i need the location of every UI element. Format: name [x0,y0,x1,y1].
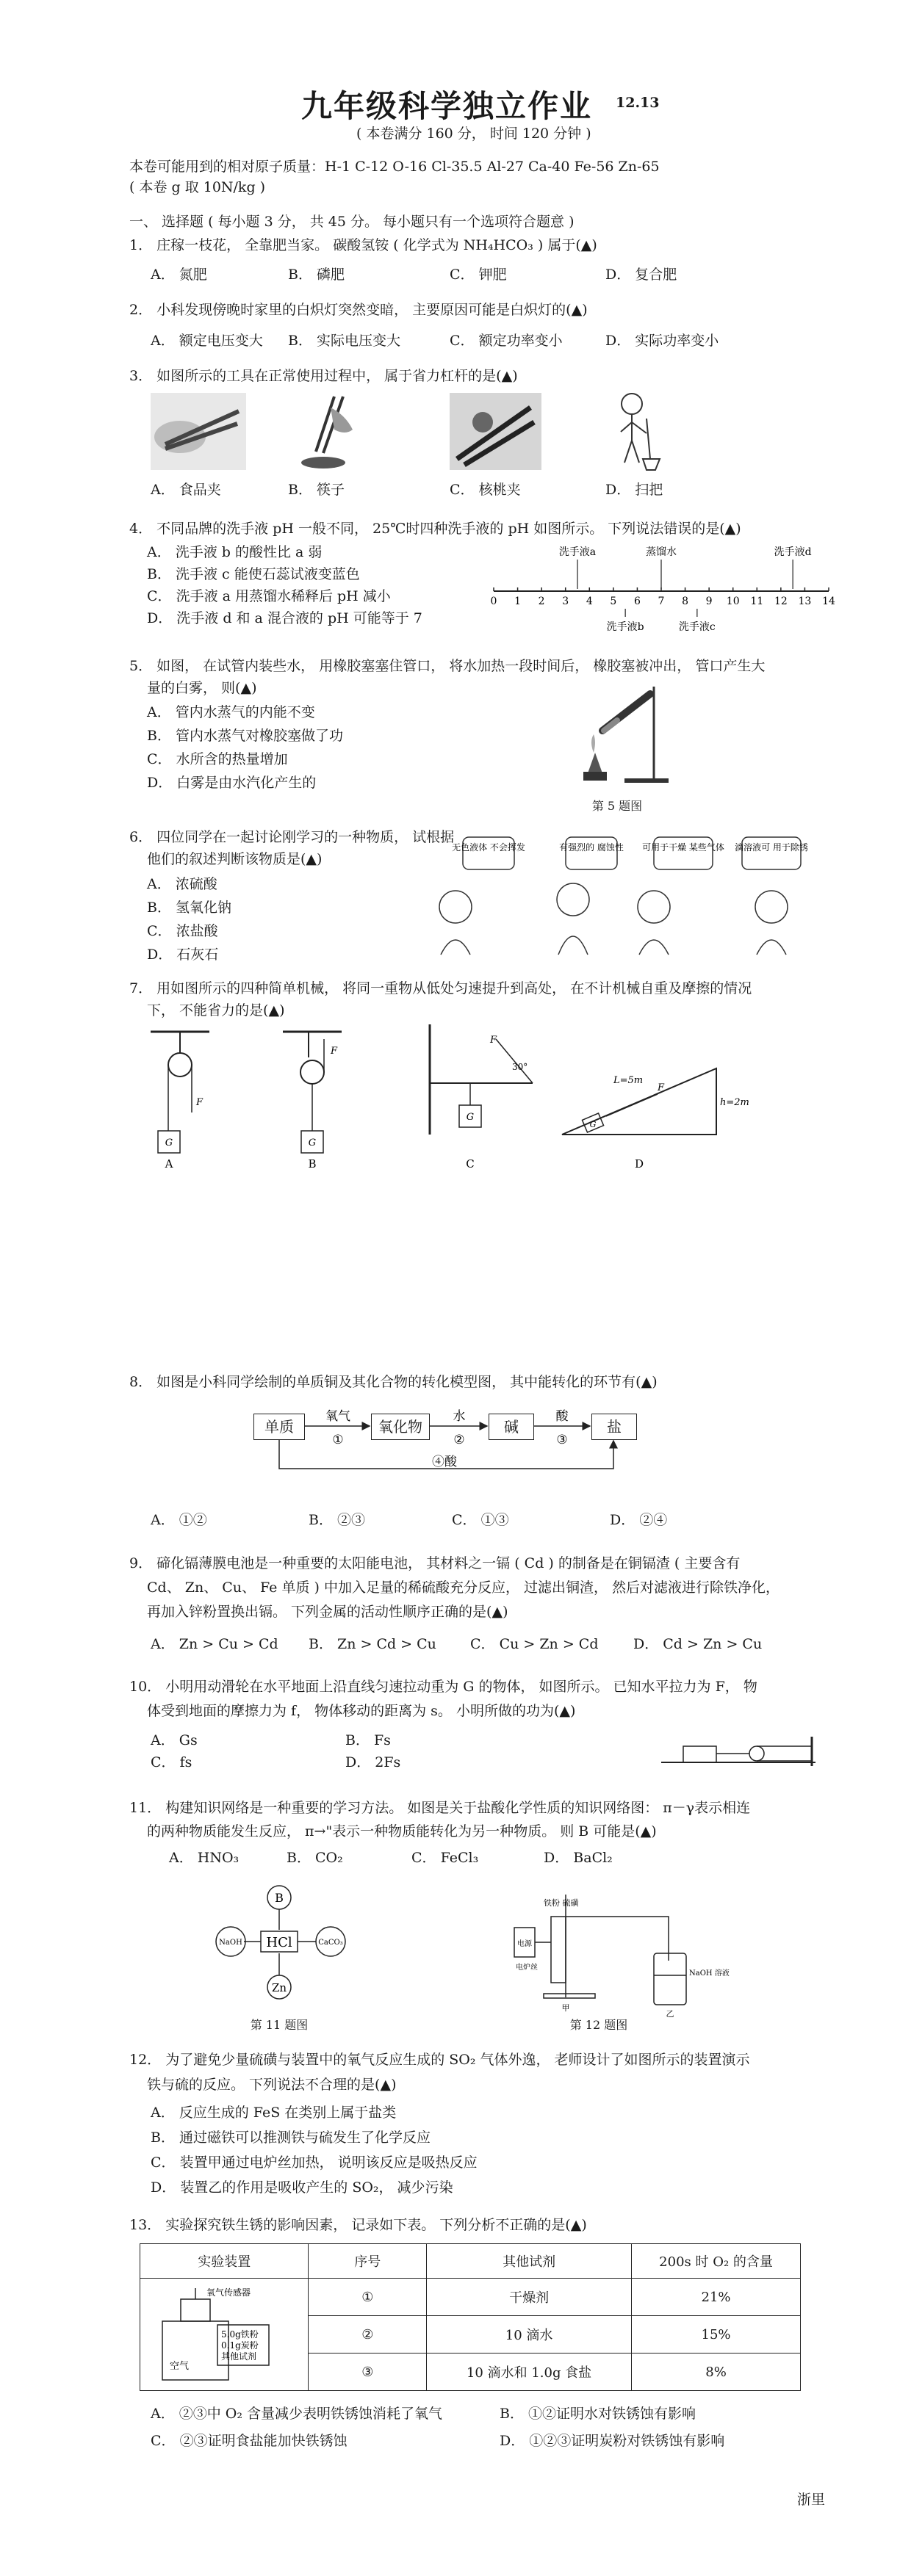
q9-option-a: A． Zn > Cu > Cd [151,1636,278,1652]
q6-option-d: D． 石灰石 [147,947,219,963]
q4-option-a: A． 洗手液 b 的酸性比 a 弱 [147,544,323,560]
svg-text:F: F [658,1082,665,1093]
q1-option-b: B． 磷肥 [288,267,345,283]
table-row [140,2279,801,2316]
q12-option-d: D． 装置乙的作用是吸收产生的 SO₂， 减少污染 [151,2179,453,2196]
q13-table [140,2243,801,2391]
q12-option-a: A． 反应生成的 FeS 在类别上属于盐类 [151,2105,397,2121]
q5-option-a: A． 管内水蒸气的内能不变 [147,704,315,720]
bubble-3: 可用于干燥 某些气体 [642,842,724,853]
arrow4-label: ④酸 [432,1455,457,1469]
arrow1-num: ① [332,1433,344,1447]
ph-label-d: 洗手液d [774,546,812,558]
q6-option-a: A． 浓硫酸 [147,876,217,892]
ph-tick-label: 12 [774,596,788,607]
q12-caption: 第 12 题图 [569,2018,628,2032]
q13-option-c: C． ②③证明食盐能加快铁锈蚀 [151,2433,348,2449]
q6-stem-continued: 他们的叙述判断该物质是(▲) [147,851,323,867]
q7-stem: 7． 用如图所示的四种简单机械， 将同一重物从低处匀速提升到高处， 在不计机械自重及摩擦的情况 [129,980,752,996]
q13-option-d: D． ①②③证明炭粉对铁锈蚀有影响 [500,2433,725,2449]
q11-option-b: B． CO₂ [287,1850,343,1866]
q8-option-b: B． ②③ [309,1512,366,1528]
label-naoh: NaOH 溶液 [689,1969,730,1978]
ph-tick-label: 11 [750,596,764,607]
node-oxide: 氧化物 [371,1414,430,1440]
row3-no: ③ [309,2354,427,2391]
header-device: 实验装置 [140,2244,309,2279]
svg-text:空气: 空气 [170,2361,190,2372]
q8-option-d: D． ②④ [610,1512,668,1528]
node-salt: 盐 [591,1414,637,1440]
arrow1-label: 氧气 [325,1409,350,1424]
footer-mark: 浙里 [797,2492,826,2508]
nutcracker-illustration [450,393,541,470]
q9-option-c: C． Cu > Zn > Cd [470,1636,599,1652]
svg-text:G: G [589,1120,597,1129]
machine-d [562,1068,749,1135]
arrow3-label: 酸 [555,1409,569,1424]
ph-label-b: 洗手液b [606,621,644,633]
hcl-knowledge-network [213,1880,360,2012]
q10-line1: 10． 小明用动滑轮在水平地面上沿直线匀速拉动重为 G 的物体， 如图所示。 已知水平拉力为 F， 物 [129,1679,757,1695]
q9-line3: 再加入锌粉置换出镉。 下列金属的活动性顺序正确的是(▲) [147,1604,508,1620]
q11-caption: 第 11 题图 [250,2018,309,2032]
ph-tick-label: 4 [586,596,593,607]
q12-line1: 12． 为了避免少量硫磺与装置中的氧气反应生成的 SO₂ 气体外逸， 老师设计了如图所示的装置演示 [129,2052,750,2068]
bubble-2: 有强烈的 腐蚀性 [559,842,624,853]
ph-tick-label: 10 [726,596,740,607]
label-a: A [165,1157,173,1171]
svg-text:氧气传感器: 氧气传感器 [206,2287,251,2298]
svg-text:h=2m: h=2m [720,1097,749,1108]
q11-option-a: A． HNO₃ [169,1850,240,1866]
q7-stem-continued: 下， 不能省力的是(▲) [147,1002,285,1019]
q6-option-c: C． 浓盐酸 [147,923,218,939]
q3-stem: 3． 如图所示的工具在正常使用过程中， 属于省力杠杆的是(▲) [129,368,518,384]
machine-c [430,1024,533,1135]
exam-subtitle: ( 本卷满分 160 分， 时间 120 分钟 ) [356,126,591,142]
row1-no: ① [309,2279,427,2316]
header-reagent: 其他试剂 [427,2244,632,2279]
q1-option-a: A． 氮肥 [151,267,207,283]
q3-option-c: C． 核桃夹 [450,482,521,498]
node-b: B [275,1891,284,1905]
q13-stem: 13． 实验探究铁生锈的影响因素， 记录如下表。 下列分析不正确的是(▲) [129,2217,587,2233]
arrow3-num: ③ [556,1433,568,1447]
q1-option-d: D． 复合肥 [605,267,677,283]
ph-tick-label: 6 [633,596,641,607]
q12-option-c: C． 装置甲通过电炉丝加热， 说明该反应是吸热反应 [151,2154,478,2171]
q3-option-a: A． 食品夹 [151,482,221,498]
q9-line2: Cd、 Zn、 Cu、 Fe 单质 ) 中加入足量的稀硫酸充分反应， 过滤出铜渣， 然后对滤液进行除铁净化， [147,1580,780,1596]
ph-tick-label: 9 [705,596,713,607]
ph-label-c: 洗手液c [678,621,716,633]
q2-stem: 2． 小科发现傍晚时家里的白炽灯突然变暗， 主要原因可能是白炽灯的(▲) [129,302,588,318]
svg-text:F: F [196,1097,204,1108]
row1-reagent: 干燥剂 [427,2279,632,2316]
svg-text:G: G [308,1137,317,1148]
label-c: C [466,1157,475,1171]
row2-o2: 15% [632,2316,801,2354]
q9-option-b: B． Zn > Cd > Cu [309,1636,436,1652]
ph-scale-figure [485,543,838,639]
bubble-1: 无色液体 不会挥发 [452,842,525,853]
q8-option-c: C． ①③ [452,1512,509,1528]
students-discussion-figure [433,837,830,962]
q13-option-a: A． ②③中 O₂ 含量减少表明铁锈蚀消耗了氧气 [151,2406,443,2422]
node-element: 单质 [253,1414,305,1440]
food-tongs-illustration [151,393,246,470]
svg-text:30°: 30° [512,1062,528,1072]
node-zn: Zn [271,1981,287,1994]
movable-pulley-figure [661,1726,830,1770]
q1-stem: 1． 庄稼一枝花， 全靠肥当家。 碳酸氢铵 ( 化学式为 NH₄HCO₃ ) 属于(▲) [129,237,597,253]
svg-text:L=5m: L=5m [613,1075,644,1086]
q2-option-d: D． 实际功率变小 [605,333,719,349]
q11-line1: 11． 构建知识网络是一种重要的学习方法。 如图是关于盐酸化学性质的知识网络图： π－γ表示相连 [129,1800,751,1816]
ph-tick-label: 3 [562,596,569,607]
ph-tick-label: 1 [514,596,522,607]
simple-machines-figure [151,1024,812,1171]
q3-option-d: D． 扫把 [605,482,663,498]
q11-option-d: D． BaCl₂ [544,1850,613,1866]
q5-option-b: B． 管内水蒸气对橡胶塞做了功 [147,728,344,744]
row1-o2: 21% [632,2279,801,2316]
bubble-4: 滴溶液可 用于除锈 [735,842,808,853]
q5-caption: 第 5 题图 [591,799,643,813]
q8-option-a: A． ①② [151,1512,207,1528]
q4-option-d: D． 洗手液 d 和 a 混合液的 pH 可能等于 7 [147,610,422,626]
ph-tick-label: 2 [538,596,545,607]
label-b: B [308,1157,317,1171]
device-cell [140,2279,309,2391]
svg-text:F: F [490,1035,497,1046]
q10-option-d: D． 2Fs [345,1754,401,1770]
q13-option-b: B． ①②证明水对铁锈蚀有影响 [500,2406,696,2422]
ph-tick-label: 14 [822,596,835,607]
node-caco3: CaCO₃ [318,1939,343,1947]
q3-option-b: B． 筷子 [288,482,345,498]
iron-sulfur-apparatus [500,1887,730,2019]
chopsticks-illustration [290,393,371,470]
node-hcl: HCl [266,1935,292,1950]
atomic-masses: 本卷可能用到的相对原子质量：H-1 C-12 O-16 Cl-35.5 Al-27 Ca-40 Fe-56 Zn-65 [129,159,660,175]
ph-tick-label: 5 [610,596,617,607]
q5-stem: 5． 如图， 在试管内装些水， 用橡胶塞塞住管口， 将水加热一段时间后， 橡胶塞被冲出， 管口产生大 [129,658,766,674]
q2-option-b: B． 实际电压变大 [288,333,401,349]
machine-a [151,1032,209,1153]
q10-option-a: A． Gs [151,1732,198,1748]
arrow2-label: 水 [453,1409,466,1424]
test-tube-heating-figure [573,679,676,789]
label-iron-sulfur: 铁粉 硫磺 [544,1898,579,1908]
node-base: 碱 [489,1414,534,1440]
q8-stem: 8． 如图是小科同学绘制的单质铜及其化合物的转化模型图， 其中能转化的环节有(▲) [129,1374,658,1390]
q2-option-c: C． 额定功率变小 [450,333,563,349]
svg-text:5.0g铁粉: 5.0g铁粉 [221,2329,259,2340]
page-title: 九年级科学独立作业 [301,88,593,124]
q5-option-c: C． 水所含的热量增加 [147,751,288,767]
q11-line2: 的两种物质能发生反应， π→"表示一种物质能转化为另一种物质。 则 B 可能是(▲) [147,1823,657,1839]
header-no: 序号 [309,2244,427,2279]
conversion-arrows [250,1395,647,1483]
ph-label-water: 蒸馏水 [646,546,677,558]
table-header-row [140,2244,801,2279]
row2-reagent: 10 滴水 [427,2316,632,2354]
q12-line2: 铁与硫的反应。 下列说法不合理的是(▲) [147,2077,397,2093]
exam-date: 12.13 [616,95,660,111]
node-naoh: NaOH [219,1939,242,1947]
machine-b [283,1032,342,1153]
q11-option-c: C． FeCl₃ [411,1850,479,1866]
section-heading: 一、 选择题 ( 每小题 3 分， 共 45 分。 每小题只有一个选项符合题意 ) [129,214,575,230]
q10-option-c: C． fs [151,1754,192,1770]
row3-o2: 8% [632,2354,801,2391]
label-heater: 电炉丝 [516,1964,538,1972]
q4-option-b: B． 洗手液 c 能使石蕊试液变蓝色 [147,566,360,582]
q6-stem: 6． 四位同学在一起讨论刚学习的一种物质， 试根据 [129,829,455,845]
arrow2-num: ② [453,1433,465,1447]
q12-option-b: B． 通过磁铁可以推测铁与硫发生了化学反应 [151,2130,431,2146]
label-jia: 甲 [561,2003,570,2013]
g-note: ( 本卷 g 取 10N/kg ) [129,179,266,195]
q1-option-c: C． 钾肥 [450,267,507,283]
ph-tick-label: 7 [658,596,665,607]
broom-girl-illustration [610,389,665,474]
row3-reagent: 10 滴水和 1.0g 食盐 [427,2354,632,2391]
svg-text:F: F [331,1046,338,1057]
svg-text:0.1g炭粉: 0.1g炭粉 [221,2340,259,2351]
q6-option-b: B． 氢氧化钠 [147,900,232,916]
ph-tick-label: 0 [490,596,497,607]
label-d: D [634,1157,644,1171]
q5-stem-continued: 量的白雾， 则(▲) [147,680,257,696]
q5-option-d: D． 白雾是由水汽化产生的 [147,775,317,791]
row2-no: ② [309,2316,427,2354]
label-power: 电源 [517,1940,532,1948]
svg-text:G: G [165,1137,173,1148]
ph-tick-label: 8 [682,596,689,607]
header-o2: 200s 时 O₂ 的含量 [632,2244,801,2279]
ph-tick-label: 13 [798,596,812,607]
rust-experiment-device [148,2284,302,2384]
q9-line1: 9． 碲化镉薄膜电池是一种重要的太阳能电池， 其材料之一镉 ( Cd ) 的制备是在铜镉渣 ( 主要含有 [129,1555,741,1571]
svg-text:G: G [466,1112,475,1123]
ph-label-a: 洗手液a [558,546,597,558]
q9-option-d: D． Cd > Zn > Cu [633,1636,763,1652]
label-yi: 乙 [666,2009,674,2019]
q2-option-a: A． 额定电压变大 [151,333,263,349]
q10-option-b: B． Fs [345,1732,391,1748]
q4-option-c: C． 洗手液 a 用蒸馏水稀释后 pH 减小 [147,588,391,604]
svg-text:其他试剂: 其他试剂 [221,2351,257,2362]
q10-line2: 体受到地面的摩擦力为 f， 物体移动的距离为 s。 小明所做的功为(▲) [147,1703,576,1719]
q4-stem: 4． 不同品牌的洗手液 pH 一般不同， 25℃时四种洗手液的 pH 如图所示。 下列说法错误的是(▲) [129,521,741,537]
